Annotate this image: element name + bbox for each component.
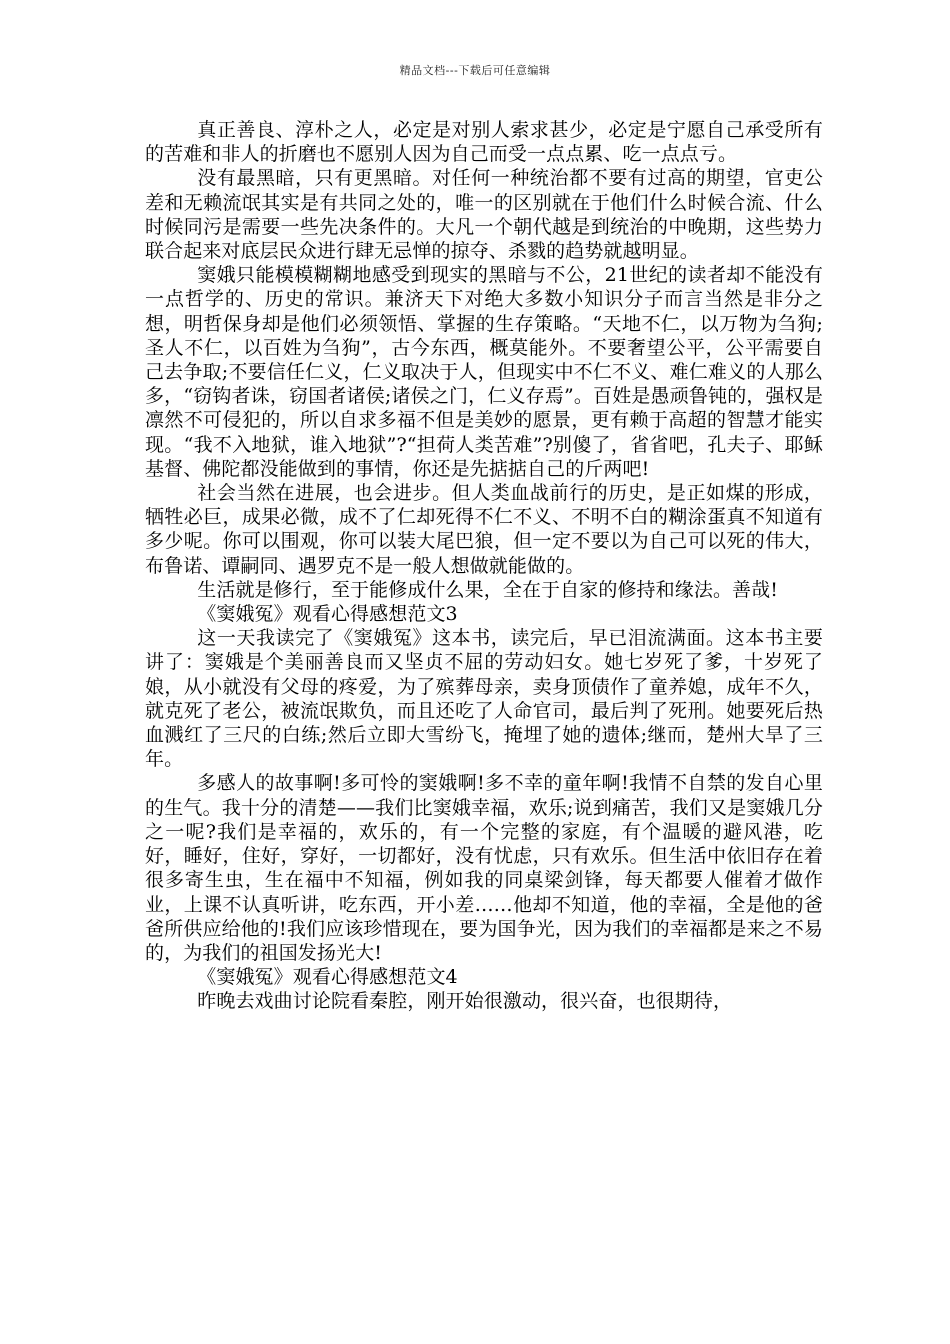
paragraph: 这一天我读完了《窦娥冤》这本书，读完后，早已泪流满面。这本书主要讲了：窦娥是个美丽善良而又坚贞不屈的劳动妇女。她七岁死了爹，十岁死了娘，从小就没有父母的疼爱，为了殡葬母亲，卖身顶债作了童养媳，成年不久，就克死了老公，被流氓欺负，而且还吃了人命官司，最后判了死刑。她要死后热血溅红了三尺的白练;然后立即大雪纷飞，掩埋了她的遗体;继而，楚州大旱了三年。	[145, 627, 823, 771]
document-body	[145, 118, 823, 1014]
paragraph: 社会当然在进展，也会进步。但人类血战前行的历史，是正如煤的形成，牺牲必巨，成果必微，成不了仁却死得不仁不义、不明不白的糊涂蛋真不知道有多少呢。你可以围观，你可以装大尾巴狼，但一定不要以为自己可以死的伟大，布鲁诺、谭嗣同、遇罗克不是一般人想做就能做的。	[145, 482, 823, 577]
paragraph: 生活就是修行，至于能修成什么果，全在于自家的修持和缘法。善哉!	[197, 578, 778, 601]
page-header: 精品文档---下载后可任意编辑	[399, 64, 551, 77]
paragraph: 真正善良、淳朴之人，必定是对别人索求甚少，必定是宁愿自己承受所有的苦难和非人的折磨也不愿别人因为自己而受一点点累、吃一点点亏。	[145, 119, 823, 166]
paragraph: 多感人的故事啊!多可怜的窦娥啊!多不幸的童年啊!我情不自禁的发自心里的生气。我十分的清楚——我们比窦娥幸福，欢乐;说到痛苦，我们又是窦娥几分之一呢?我们是幸福的，欢乐的，有一个完整的家庭，有个温暖的避风港，吃好，睡好，住好，穿好，一切都好，没有忧虑，只有欢乐。但生活中依旧存在着很多寄生虫，生在福中不知福，例如我的同桌梁剑锋，每天都要人催着才做作业，上课不认真听讲，吃东西，开小差……他却不知道，他的幸福，全是他的爸爸所供应给他的!我们应该珍惜现在，要为国争光，因为我们的幸福都是来之不易的，为我们的祖国发扬光大!	[145, 772, 823, 964]
section-title-3: 《窦娥冤》观看心得感想范文3	[197, 603, 458, 626]
section-title-4: 《窦娥冤》观看心得感想范文4	[197, 966, 458, 989]
paragraph: 昨晚去戏曲讨论院看秦腔，刚开始很激动，很兴奋，也很期待，	[197, 990, 733, 1013]
paragraph: 窦娥只能模模糊糊地感受到现实的黑暗与不公，21世纪的读者却不能没有一点哲学的、历史的常识。兼济天下对绝大多数小知识分子而言当然是非分之想，明哲保身却是他们必须领悟、掌握的生存策略。“天地不仁，以万物为刍狗;圣人不仁，以百姓为刍狗”，古今东西，概莫能外。不要奢望公平，公平需要自己去争取;不要信任仁义，仁义取决于人，但现实中不仁不义、难仁难义的人那么多，“窃钩者诛，窃国者诸侯;诸侯之门，仁义存焉”。百姓是愚顽鲁钝的，强权是凛然不可侵犯的，所以自求多福不但是美妙的愿景，更有赖于高超的智慧才能实现。“我不入地狱，谁入地狱”?“担荷人类苦难”?别傻了，省省吧，孔夫子、耶稣基督、佛陀都没能做到的事情，你还是先掂掂自己的斤两吧!	[145, 264, 823, 480]
paragraph: 没有最黑暗，只有更黑暗。对任何一种统治都不要有过高的期望，官吏公差和无赖流氓其实是有共同之处的，唯一的区别就在于他们什么时候合流、什么时候同污是需要一些先决条件的。大凡一个朝代越是到统治的中晚期，这些势力联合起来对底层民众进行肆无忌惮的掠夺、杀戮的趋势就越明显。	[145, 167, 823, 263]
